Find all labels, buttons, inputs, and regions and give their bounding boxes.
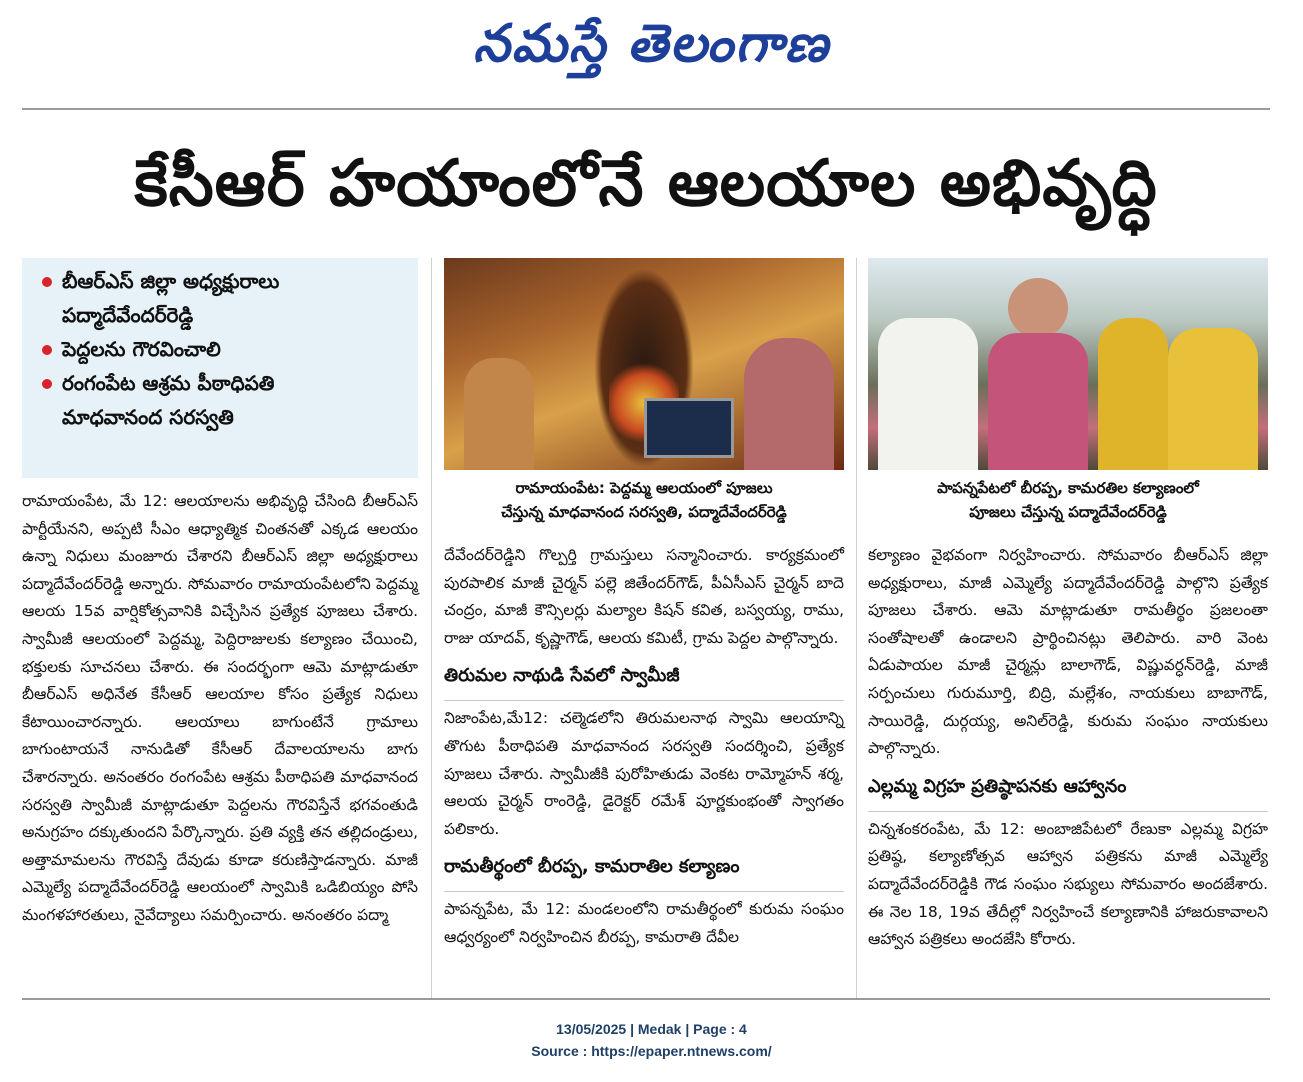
highlight-text: బీఆర్ఎస్ జిల్లా అధ్యక్షురాలు [62, 269, 280, 293]
caption-line: రామాయంపేట: పెద్దమ్మ ఆలయంలో పూజలు [515, 479, 773, 497]
column-divider [856, 258, 857, 998]
subheading: తిరుమల నాథుడి సేవలో స్వామీజీ [444, 665, 680, 687]
highlight-text: పెద్దలను గౌరవించాలి [62, 337, 221, 361]
article-column-2 [444, 542, 844, 952]
highlight-item [40, 332, 408, 366]
article-paragraph: చిన్నశంకరంపేట, మే 12: అంబాజిపేటలో రేణుకా ఎల్లమ్మ విగ్రహ ప్రతిష్ఠ, కల్యాణోత్సవ ఆహ్వాన పత్రికను మాజీ ఎమ్మెల్యే పద్మాదేవేందర్‌రెడ్డికి గౌడ సంఘం సభ్యులు సోమవారం అందజేశారు. ఈ నెల 18, 19వ తేదీల్లో నిర్వహించే కల్యాణానికి హాజరుకావాలని ఆహ్వాన పత్రికలు అందజేసి కోరారు. [868, 819, 1268, 949]
photo-caption [868, 476, 1268, 524]
highlight-text: పద్మాదేవేందర్‌రెడ్డి [62, 303, 194, 327]
masthead [0, 8, 1303, 80]
article-headline: కేసీఆర్ హయాంలోనే ఆలయాల అభివృద్ధి [134, 147, 1158, 221]
highlight-item-continuation [40, 400, 408, 434]
caption-line: చేస్తున్న మాధవానంద సరస్వతి, పద్మాదేవేందర్‌రెడ్డి [501, 503, 787, 521]
highlight-text: మాధవానంద సరస్వతి [62, 405, 234, 429]
article-paragraph: పాపన్నపేట, మే 12: మండలంలోని రామతీర్థంలో కురుమ సంఘం ఆధ్వర్యంలో నిర్వహించిన బీరప్ప, కామరాతి దేవీల [444, 900, 844, 946]
edition-info: 13/05/2025 | Medak | Page : 4 [556, 1021, 747, 1037]
article-paragraph: కల్యాణం వైభవంగా నిర్వహించారు. సోమవారం బీఆర్ఎస్ జిల్లా అధ్యక్షురాలు, మాజీ ఎమ్మెల్యే పద్మాదేవేందర్‌రెడ్డి పాల్గొని ప్రత్యేక పూజలు చేశారు. ఆమె మాట్లాడుతూ రామతీర్థం ప్రజలంతా సంతోషాలతో ఉండాలని ప్రార్థించినట్లు తెలిపారు. వారి వెంట ఏడుపాయల మాజీ చైర్మన్లు బాలాగౌడ్, విష్ణువర్ధన్‌రెడ్డి, మాజీ సర్పంచులు గురుమూర్తి, బిద్రి, మల్లేశం, నాయకులు బాబాగౌడ్, సాయిరెడ్డి, దుర్గయ్య, అనిల్‌రెడ్డి, కురుమ సంఘం నాయకులు పాల్గొన్నారు. [868, 546, 1268, 758]
caption-line: పూజలు చేస్తున్న పద్మాదేవేందర్‌రెడ్డి [969, 503, 1167, 521]
highlight-item-continuation [40, 298, 408, 332]
caption-line: పాపన్నపేటలో బీరప్ప, కామరతిల కల్యాణంలో [937, 479, 1199, 497]
column-divider [431, 258, 432, 998]
temple-puja-photo [444, 258, 844, 470]
subheading-rule [444, 891, 844, 892]
highlight-item [40, 366, 408, 400]
article-paragraph: రామాయంపేట, మే 12: ఆలయాలను అభివృద్ధి చేసింది బీఆర్ఎస్ పార్టీయేనని, అప్పటి సీఎం ఆధ్యాత్మిక చింతనతో ఎక్కడ ఆలయం ఉన్నా నిధులు మంజూరు చేశారని బీఆర్ఎస్ జిల్లా అధ్యక్షురాలు పద్మాదేవేందర్‌రెడ్డి అన్నారు. సోమవారం రామాయంపేటలోని పెద్దమ్మ ఆలయ 15వ వార్షికోత్సవానికి విచ్చేసిన ప్రత్యేక పూజలు చేశారు. స్వామీజీ ఆలయంలో పెద్దమ్మ, పెద్దిరాజులకు కల్యాణం చేయించి, భక్తులకు సూచనలు చేశారు. ఈ సందర్భంగా ఆమె మాట్లాడుతూ బీఆర్ఎస్ అధినేత కేసీఆర్ ఆలయాల కోసం ప్రత్యేక నిధులు కేటాయించారన్నారు. ఆలయాలు బాగుంటేనే గ్రామాలు బాగుంటాయనే నానుడితో కేసీఆర్ దేవాలయాలను బాగు చేశారన్నారు. అనంతరం రంగంపేట ఆశ్రమ పీఠాధిపతి మాధవానంద సరస్వతి స్వామీజీ మాట్లాడుతూ పెద్దలను గౌరవిస్తేనే భగవంతుడి అనుగ్రహం దక్కుతుందని పేర్కొన్నారు. ప్రతి వ్యక్తి తన తల్లిదండ్రులు, అత్తామామలను గౌరవిస్తే దేవుడు కూడా కరుణిస్తాడన్నారు. మాజీ ఎమ్మెల్యే పద్మాదేవేందర్‌రెడ్డి ఆలయంలో స్వామికి ఒడిబియ్యం పోసి మంగళహారతులు, నైవేద్యాలు సమర్పించారు. అనంతరం పద్మా [22, 492, 418, 924]
article-paragraph: నిజాంపేట,మే12: చల్మెడలోని తిరుమలనాథ స్వామి ఆలయాన్ని తొగుట పీఠాధిపతి మాధవానంద సరస్వతి సందర్శించి, ప్రత్యేక పూజలు చేశారు. స్వామీజీకి పురోహితుడు వెంకట రామ్మోహన్ శర్మ, ఆలయ చైర్మన్ రాంరెడ్డి, డైరెక్టర్ రమేశ్ పూర్ణకుంభంతో స్వాగతం పలికారు. [444, 709, 844, 838]
bottom-rule [22, 998, 1270, 1000]
source-link[interactable]: Source : https://epaper.ntnews.com/ [531, 1043, 772, 1059]
article-column-1 [22, 488, 418, 930]
subheading-rule [444, 700, 844, 701]
highlight-item [40, 264, 408, 298]
bullet-icon [42, 277, 52, 287]
article-paragraph: దేవేందర్‌రెడ్డిని గొల్పర్తి గ్రామస్తులు సన్మానించారు. కార్యక్రమంలో పురపాలిక మాజీ చైర్మన్ పల్లె జితేందర్‌గౌడ్, పీఏసీఎస్ చైర్మన్ బాదె చంద్రం, మాజీ కౌన్సిలర్లు మల్యాల కిషన్ కవిత, బస్వయ్య, రాము, రాజు యాదవ్, కృష్ణాగౌడ్, ఆలయ కమిటీ, గ్రామ పెద్దల పాల్గొన్నారు. [444, 546, 844, 647]
footer [0, 1018, 1303, 1062]
highlights-box [22, 258, 418, 478]
bullet-icon [42, 345, 52, 355]
highlight-text: రంగంపేట ఆశ్రమ పీఠాధిపతి [62, 371, 275, 395]
subheading-rule [868, 811, 1268, 812]
subheading: ఎల్లమ్మ విగ్రహ ప్రతిష్ఠాపనకు ఆహ్వానం [868, 775, 1127, 797]
kalyanam-puja-photo [868, 258, 1268, 470]
bullet-icon [42, 379, 52, 389]
newspaper-logo: నమస్తే తెలంగాణ [473, 13, 830, 74]
subheading: రామతీర్థంలో బీరప్ప, కామరాతిల కల్యాణం [444, 856, 740, 878]
top-rule [22, 108, 1270, 110]
article-column-3 [868, 542, 1268, 954]
photo-caption [444, 476, 844, 524]
